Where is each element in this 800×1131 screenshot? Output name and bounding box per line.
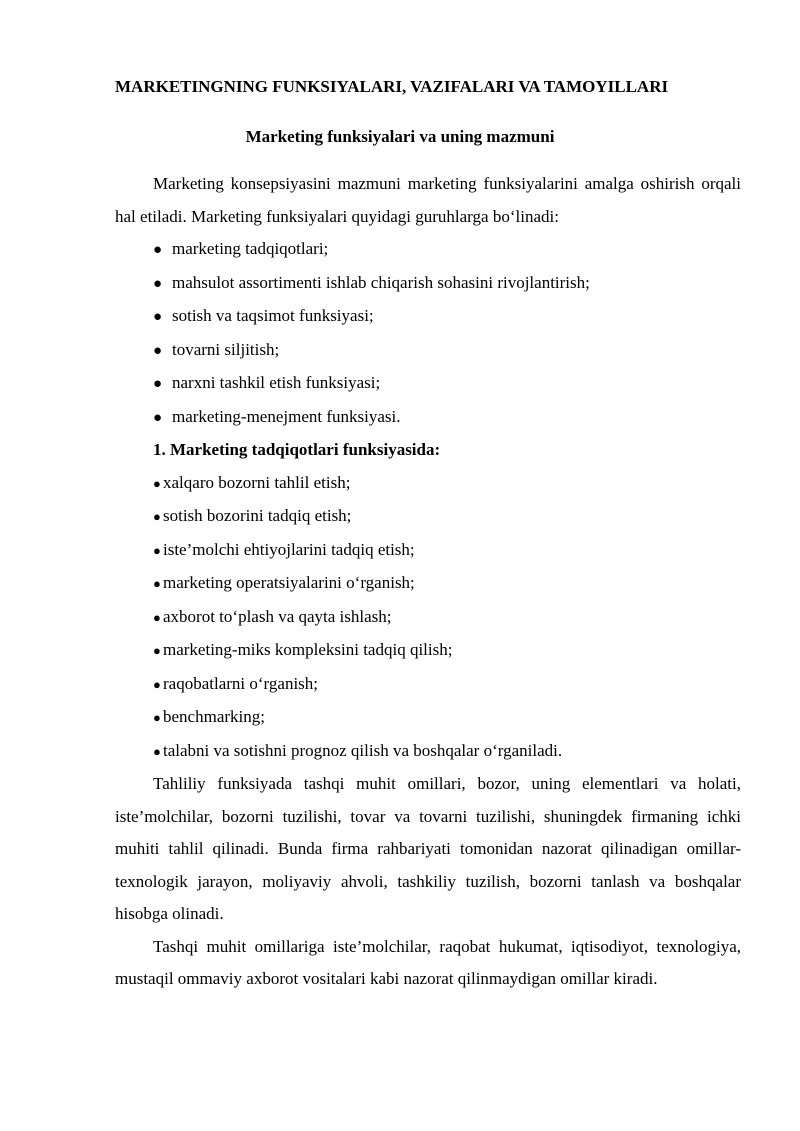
bullet-icon: ● <box>153 509 161 524</box>
bullet-icon: ● <box>153 309 163 325</box>
document-body <box>115 168 741 996</box>
bullet-icon: ● <box>153 643 161 658</box>
list-item: ● narxni tashkil etish funksiyasi; <box>115 367 741 401</box>
bullet-icon: ● <box>153 609 161 625</box>
list-item: ● tovarni siljitish; <box>115 334 741 368</box>
list-item: ● sotish bozorini tadqiq etish; <box>115 500 741 534</box>
bullet-icon: ● <box>153 376 163 392</box>
list-item: ● benchmarking; <box>115 701 741 735</box>
list-item: ● marketing tadqiqotlari; <box>115 233 741 267</box>
list-item: ● mahsulot assortimenti ishlab chiqarish sohasini rivojlantirish; <box>115 267 741 301</box>
bullet-icon: ● <box>153 409 163 426</box>
section-heading: 1. Marketing tadqiqotlari funksiyasida: <box>153 440 441 459</box>
intro-paragraph: Marketing konsepsiyasini mazmuni marketing funksiyalarini amalga oshirish orqali hal etiladi. Marketing funksiyalari quyidagi guruhlarga bo‘linadi: <box>115 174 741 226</box>
bullet-icon: ● <box>153 275 163 292</box>
bullet-icon: ● <box>153 710 161 725</box>
bullet-icon: ● <box>153 475 161 491</box>
list-item: ● raqobatlarni o‘rganish; <box>115 668 741 702</box>
list-item: ● xalqaro bozorni tahlil etish; <box>115 467 741 501</box>
list-item: ● marketing-menejment funksiyasi. <box>115 401 741 435</box>
analysis-paragraph: Tahliliy funksiyada tashqi muhit omillari, bozor, uning elementlari va holati, iste’molchilar, bozorni tuzilishi, tovar va tovarni tuzilishi, shuningdek firmaning ichki muhiti tahlil qilinadi. Bunda firma rahbariyati tomonidan nazorat qilinadigan omillar- texnologik jarayon, moliyaviy ahvoli, tashkiliy tuzilish, bozorni tanlash va boshqalar hisobga olinadi. <box>115 774 741 923</box>
list-item: ● talabni va sotishni prognoz qilish va boshqalar o‘rganiladi. <box>115 735 741 769</box>
bullet-icon: ● <box>153 676 161 692</box>
bullet-icon: ● <box>153 342 163 359</box>
page-title: MARKETINGNING FUNKSIYALARI, VAZIFALARI VA TAMOYILLARI <box>115 77 669 96</box>
external-factors-paragraph: Tashqi muhit omillariga iste’molchilar, raqobat hukumat, iqtisodiyot, texnologiya, mustaqil ommaviy axborot vositalari kabi nazorat qilinmaydigan omillar kiradi. <box>115 936 741 988</box>
list-item: ● iste’molchi ehtiyojlarini tadqiq etish; <box>115 534 741 568</box>
list-item: ● marketing-miks kompleksini tadqiq qilish; <box>115 634 741 668</box>
bullet-icon: ● <box>153 576 161 591</box>
function-groups-list <box>115 233 741 434</box>
section-subtitle: Marketing funksiyalari va uning mazmuni <box>245 127 555 146</box>
list-item: ● axborot to‘plash va qayta ishlash; <box>115 601 741 635</box>
bullet-icon: ● <box>153 542 161 558</box>
research-items-list <box>115 467 741 769</box>
list-item: ● sotish va taqsimot funksiyasi; <box>115 300 741 334</box>
bullet-icon: ● <box>153 743 161 759</box>
list-item: ● marketing operatsiyalarini o‘rganish; <box>115 567 741 601</box>
bullet-icon: ● <box>153 242 163 258</box>
